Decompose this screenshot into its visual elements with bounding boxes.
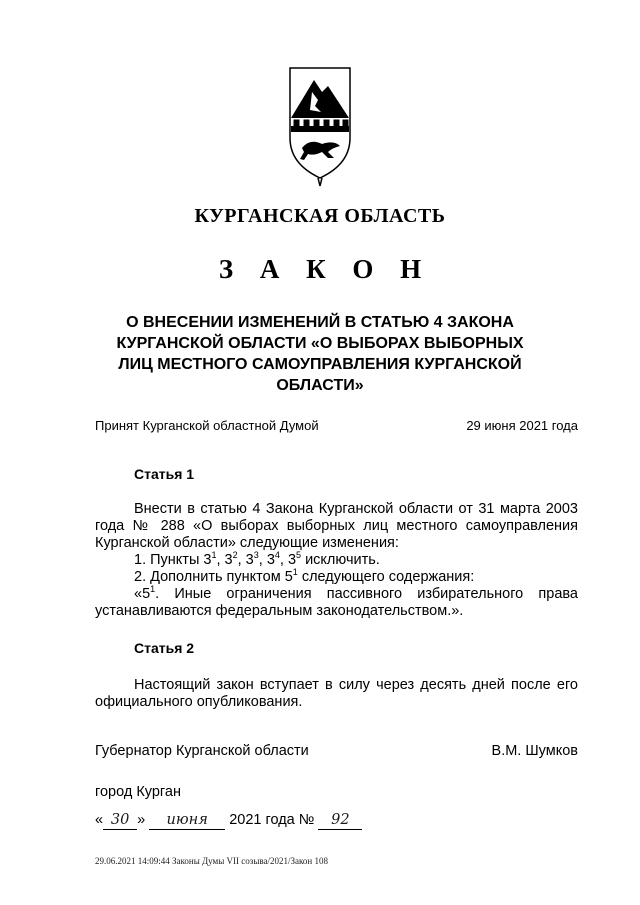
signatory-name: В.М. Шумков bbox=[491, 743, 578, 759]
document-footer: 29.06.2021 14:09:44 Законы Думы VII созыва/2021/Закон 108 bbox=[95, 856, 328, 866]
article-2-text: Настоящий закон вступает в силу через десять дней после его официального опубликования. bbox=[95, 677, 578, 710]
signatory-position: Губернатор Курганской области bbox=[95, 743, 309, 759]
adopted-date: 29 июня 2021 года bbox=[466, 418, 578, 433]
handwritten-number: 92 bbox=[318, 812, 362, 830]
article-2-heading: Статья 2 bbox=[134, 640, 195, 656]
handwritten-day: 30 bbox=[103, 812, 137, 830]
document-type: З А К О Н bbox=[218, 254, 432, 284]
handwritten-month: июня bbox=[149, 812, 225, 830]
article-1-body bbox=[95, 501, 578, 620]
signing-dateline bbox=[95, 812, 362, 830]
article-2-body bbox=[95, 677, 578, 711]
article-1-item-1: 1. Пункты $3^1$, $3^2$, $3^3$, $3^4$, $3^5$ исключить. bbox=[134, 550, 380, 568]
article-1-item-2: 2. Дополнить пунктом $5^1$ следующего содержания: bbox=[134, 567, 475, 585]
region-name: КУРГАНСКАЯ ОБЛАСТЬ bbox=[194, 205, 446, 227]
date-open-quote: « bbox=[95, 812, 104, 828]
adopted-by: Принят Курганской областной Думой bbox=[95, 418, 319, 433]
coat-of-arms-icon bbox=[288, 66, 352, 188]
signing-place: город Курган bbox=[95, 784, 181, 800]
law-title: О ВНЕСЕНИИ ИЗМЕНЕНИЙ В СТАТЬЮ 4 ЗАКОНА КУРГАНСКОЙ ОБЛАСТИ «О ВЫБОРАХ ВЫБОРНЫХ ЛИЦ МЕСТНОГО САМОУПРАВЛЕНИЯ КУРГАНСКОЙ ОБЛАСТИ» bbox=[116, 314, 524, 394]
date-close-quote: » bbox=[137, 812, 146, 828]
date-year-number-label: 2021 года № bbox=[229, 812, 315, 828]
article-1-quote: «$5^1$. Иные ограничения пассивного избирательного права устанавливаются федеральным законодательством.». bbox=[95, 584, 578, 619]
article-1-intro: Внести в статью 4 Закона Курганской области от 31 марта 2003 года № 288 «О выборах выборных лиц местного самоуправления Курганской области» следующие изменения: bbox=[95, 501, 578, 551]
article-1-heading: Статья 1 bbox=[134, 466, 195, 482]
